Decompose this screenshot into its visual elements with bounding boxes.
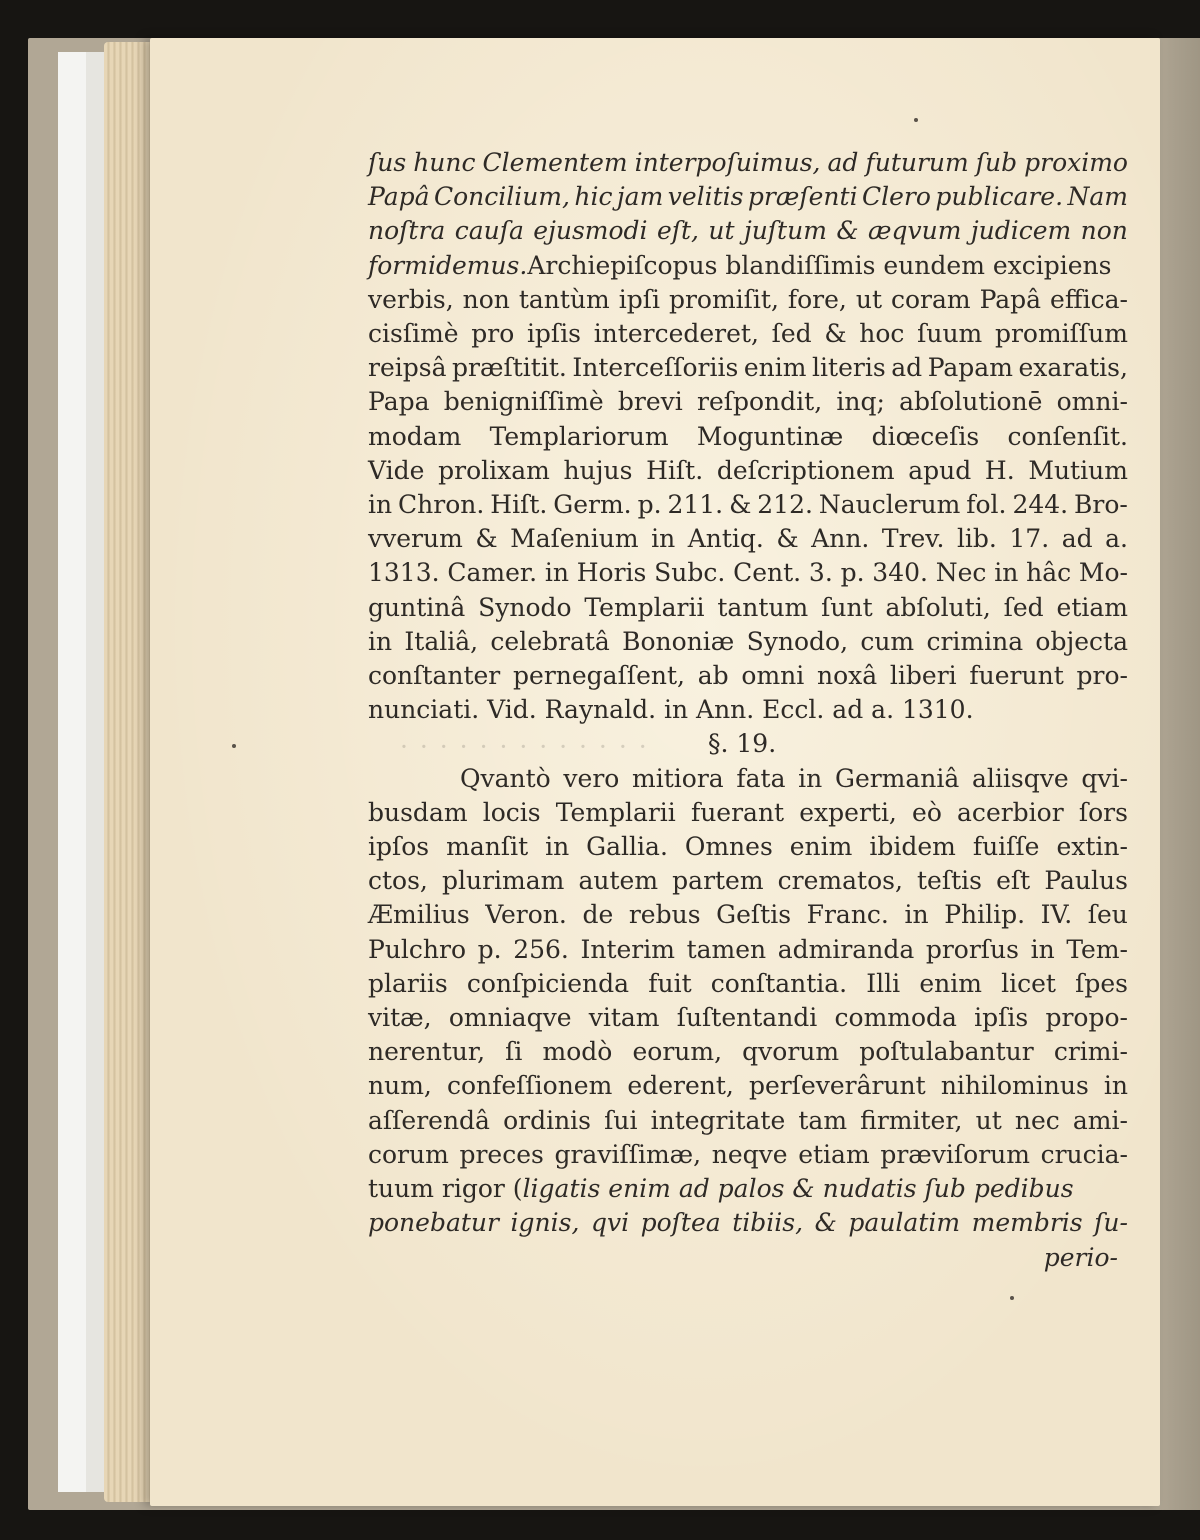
text-line (368, 933, 1128, 967)
word: noxâ (817, 661, 878, 691)
word: ibidem (869, 832, 956, 862)
word: ctos, (368, 866, 428, 896)
text-line (368, 180, 1128, 214)
word: ejusmodi (533, 216, 648, 246)
word: aſſerendâ (368, 1105, 490, 1135)
text-line (368, 420, 1128, 454)
word: ab (697, 661, 729, 691)
text-line (368, 454, 1128, 488)
word: objecta (1035, 626, 1128, 656)
word: omni- (1056, 387, 1128, 417)
word: Nauclerum (818, 490, 961, 520)
word: ami- (1072, 1105, 1128, 1135)
word: modò (542, 1037, 613, 1067)
word: qvorum (742, 1037, 840, 1067)
text-line (368, 1035, 1128, 1069)
ink-speck (232, 744, 236, 748)
word: Templarii (555, 797, 676, 827)
text-line (368, 1138, 1128, 1172)
word: ut (975, 1105, 1002, 1135)
word: vverum (368, 524, 463, 554)
word: Æmilius (368, 900, 470, 930)
word: autem (578, 866, 659, 896)
page-text (368, 146, 1128, 1275)
word: num, (368, 1071, 432, 1101)
word: poſtulabantur (859, 1037, 1034, 1067)
word: Qvantò (460, 763, 551, 793)
word: Antiq. (687, 524, 764, 554)
text-line (368, 249, 1128, 283)
word: omni (741, 661, 805, 691)
word: præſenti (747, 182, 858, 212)
word: nerentur, (368, 1037, 486, 1067)
word: locis (482, 797, 541, 827)
paper-strip-shadow (86, 52, 104, 1492)
word: Mo- (1078, 558, 1128, 588)
word: Hiſt. (646, 455, 704, 485)
text-line (368, 385, 1128, 419)
word: Pulchro (368, 934, 467, 964)
word: aliisqve (972, 763, 1069, 793)
word: crematos, (777, 866, 903, 896)
word: prolixam (438, 455, 550, 485)
word: fore, (787, 284, 847, 314)
word: guntinâ (368, 592, 466, 622)
word: mitiora (632, 763, 724, 793)
word: paulatim (848, 1208, 961, 1238)
word: eſt (996, 866, 1031, 896)
word: rebus (628, 900, 701, 930)
word: conſenſit. (1007, 421, 1128, 451)
word: & (776, 524, 799, 554)
word: plariis (368, 968, 448, 998)
word: eorum, (632, 1037, 723, 1067)
word: lib. (956, 524, 997, 554)
word: ſors (1078, 797, 1128, 827)
word: & (475, 524, 498, 554)
word: tantum (717, 592, 809, 622)
word: pernegaſſent, (513, 661, 685, 691)
word: neqve (711, 1139, 788, 1169)
word: confeſſionem (446, 1071, 613, 1101)
word: velitis (667, 182, 744, 212)
word: Interceſſoriis (572, 353, 739, 383)
word: benigniſſimè (443, 387, 604, 417)
word: Papam (927, 353, 1013, 383)
word: in (1030, 934, 1055, 964)
word: etiam (798, 1139, 870, 1169)
word: partem (672, 866, 764, 896)
word: ignis, (510, 1208, 580, 1238)
word: jam (616, 182, 664, 212)
word: verbis, (368, 284, 454, 314)
word: modam (368, 421, 462, 451)
word: 340. (872, 558, 928, 588)
word: teſtis (917, 866, 982, 896)
word: qvi (590, 1208, 630, 1238)
word: & (824, 319, 847, 349)
word: ipſos (368, 832, 430, 862)
word: & (836, 216, 859, 246)
word: promiſſum (994, 319, 1128, 349)
word: 211. (667, 490, 724, 520)
word: graviſſimæ, (554, 1139, 702, 1169)
word: coram (890, 284, 971, 314)
word: Gallia. (586, 832, 668, 862)
word: IV. (1040, 900, 1073, 930)
word: vitam (588, 1003, 660, 1033)
word: in (544, 558, 569, 588)
word: ipſis (974, 1003, 1029, 1033)
word: in (798, 763, 823, 793)
word: ſus (368, 148, 407, 177)
word: in (1103, 1071, 1128, 1101)
word: membris (971, 1208, 1083, 1238)
word: eò (912, 797, 942, 827)
word: pro (471, 319, 515, 349)
word: omniaqve (448, 1003, 572, 1033)
word: enim (919, 968, 982, 998)
word: hic (574, 182, 613, 212)
word: crimi- (1053, 1037, 1128, 1067)
word: Camer. (447, 558, 538, 588)
text-line (368, 1172, 1128, 1206)
word: & (729, 490, 752, 520)
word: ſeu (1087, 900, 1128, 930)
line-text: nunciati. Vid. Raynald. in Ann. Eccl. ad a. 1310. (368, 695, 974, 725)
word: extin- (1056, 832, 1128, 862)
word: Franc. (806, 900, 889, 930)
word: Concilium, (433, 182, 570, 212)
word: Paulus (1044, 866, 1128, 896)
text-line (368, 522, 1128, 556)
word: hoc (859, 319, 905, 349)
word: crucia- (1040, 1139, 1128, 1169)
word: ſi (505, 1037, 523, 1067)
word: enim (789, 832, 853, 862)
word: abſolutionē (899, 387, 1043, 417)
word: Geſtis (716, 900, 792, 930)
word: cauſa (454, 216, 524, 246)
word: Moguntinæ (696, 421, 844, 451)
word: in (651, 524, 676, 554)
word: Nec (935, 558, 987, 588)
word: in (904, 900, 929, 930)
word: cisſimè (368, 319, 459, 349)
word: Subc. (654, 558, 726, 588)
word: reſpondit, (697, 387, 823, 417)
word: literis (812, 353, 886, 383)
word: p. (840, 558, 865, 588)
word: licet (1001, 968, 1056, 998)
word: tam (798, 1105, 848, 1135)
word: Nam (1067, 182, 1128, 212)
line-text-italic: formidemus. (368, 250, 528, 280)
word: crimina (926, 626, 1024, 656)
text-line (368, 762, 1128, 796)
text-line (368, 351, 1128, 385)
word: hunc (413, 148, 476, 177)
word: nihilominus (940, 1071, 1089, 1101)
word: fata (736, 763, 786, 793)
word: ut (708, 216, 735, 246)
line-text: tuum rigor ( (368, 1174, 523, 1204)
word: ut (855, 284, 882, 314)
word: hujus (563, 455, 633, 485)
word: ſunt (821, 592, 873, 622)
word: Bononiæ (622, 626, 735, 656)
word: Bro- (1074, 490, 1128, 520)
word: Mutium (1028, 455, 1128, 485)
word: prorſus (925, 934, 1019, 964)
word: preces (459, 1139, 544, 1169)
word: nec (1014, 1105, 1060, 1135)
text-line (368, 488, 1128, 522)
word: ſuum (917, 319, 983, 349)
word: Veron. (485, 900, 567, 930)
word: noſtra (368, 216, 446, 246)
word: qvi- (1081, 763, 1128, 793)
word: Hiſt. (490, 490, 548, 520)
word: proximo (1024, 148, 1128, 177)
word: æqvum (868, 216, 962, 246)
word: Clero (862, 182, 931, 212)
word: conſtanter (368, 661, 501, 691)
word: Germaniâ (834, 763, 960, 793)
word: ad (827, 148, 859, 177)
word: 256. (513, 934, 569, 964)
word: ſu- (1094, 1208, 1128, 1238)
word: in (994, 558, 1019, 588)
word: Italiâ, (404, 626, 479, 656)
word: fuiſſe (972, 832, 1040, 862)
word: præſtitit. (452, 353, 567, 383)
word: admiranda (777, 934, 915, 964)
word: acerbior (957, 797, 1064, 827)
word: ponebatur (368, 1208, 499, 1238)
word: ederent, (627, 1071, 734, 1101)
word: eſt, (656, 216, 699, 246)
word: 212. (757, 490, 813, 520)
word: ſed (1003, 592, 1044, 622)
word: effica- (1050, 284, 1128, 314)
word: Papâ (979, 284, 1042, 314)
word: firmiter, (860, 1105, 963, 1135)
word: poſtea (640, 1208, 721, 1238)
word: Horis (576, 558, 647, 588)
word: juſtum (743, 216, 827, 246)
word: Trev. (881, 524, 945, 554)
word: inq; (836, 387, 885, 417)
text-line (368, 591, 1128, 625)
word: p. (637, 490, 662, 520)
word: fuit (648, 968, 692, 998)
word: Philip. (944, 900, 1026, 930)
word: Clementem (482, 148, 628, 177)
word: vitæ, (368, 1003, 432, 1033)
word: Papâ (368, 182, 430, 212)
word: ipſis (526, 319, 582, 349)
word: deſcriptionem (716, 455, 895, 485)
word: vero (563, 763, 620, 793)
word: ſuſtentandi (676, 1003, 818, 1033)
word: ad (1061, 524, 1093, 554)
word: de (582, 900, 614, 930)
word: 1313. (368, 558, 440, 588)
word: interpoſuimus, (634, 148, 821, 177)
word: & (814, 1208, 837, 1238)
word: promiſit, (668, 284, 779, 314)
word: etiam (1056, 592, 1128, 622)
word: Illi (866, 968, 901, 998)
word: fol. (966, 490, 1007, 520)
word: ſub (975, 148, 1018, 177)
text-line (368, 146, 1128, 180)
text-line (368, 693, 1128, 727)
word: Synodo (478, 592, 572, 622)
word: enim (743, 353, 807, 383)
word: Germ. (553, 490, 632, 520)
text-line (368, 1069, 1128, 1103)
word: tibiis, (732, 1208, 804, 1238)
word: Papa (368, 387, 430, 417)
word: Cent. (733, 558, 802, 588)
line-text-italic: ligatis enim ad palos & nudatis ſub pedibus (522, 1174, 1074, 1204)
section-heading: §. 19. (708, 729, 777, 759)
word: perſeverârunt (748, 1071, 926, 1101)
word: in (545, 832, 570, 862)
text-line (368, 1001, 1128, 1035)
word: brevi (617, 387, 683, 417)
word: publicare. (935, 182, 1064, 212)
text-line (368, 898, 1128, 932)
word: cum (860, 626, 915, 656)
text-line (368, 1104, 1128, 1138)
word: fuerunt (969, 661, 1064, 691)
word: commoda (834, 1003, 957, 1033)
text-line (368, 796, 1128, 830)
text-line (368, 659, 1128, 693)
word: corum (368, 1139, 449, 1169)
word: plurimam (442, 866, 565, 896)
word: exaratis, (1018, 353, 1128, 383)
word: ad (891, 353, 923, 383)
word: propo- (1045, 1003, 1128, 1033)
text-line (368, 1206, 1128, 1240)
word: a. (1105, 524, 1128, 554)
word: Templariorum (489, 421, 669, 451)
word: fuerant (690, 797, 785, 827)
word: tantùm (518, 284, 610, 314)
text-line (368, 214, 1128, 248)
word: 3. (808, 558, 833, 588)
word: hâc (1026, 558, 1072, 588)
text-line (368, 317, 1128, 351)
word: Templarii (584, 592, 705, 622)
word: Omnes (684, 832, 773, 862)
text-line (368, 556, 1128, 590)
text-line (368, 625, 1128, 659)
word: manſit (446, 832, 529, 862)
word: Maſenium (510, 524, 639, 554)
word: tamen (686, 934, 767, 964)
word: diœceſis (871, 421, 980, 451)
word: Ann. (811, 524, 870, 554)
word: ordinis (503, 1105, 592, 1135)
word: futurum (865, 148, 969, 177)
word: non (462, 284, 510, 314)
word: non (1080, 216, 1128, 246)
word: H. (984, 455, 1015, 485)
word: ſui (604, 1105, 638, 1135)
text-line (368, 864, 1128, 898)
word: p. (477, 934, 502, 964)
word: liberi (889, 661, 957, 691)
word: præviſorum (880, 1139, 1030, 1169)
word: intercederet, (593, 319, 759, 349)
catchword: perio- (1043, 1242, 1118, 1272)
word: conſpicienda (466, 968, 630, 998)
word: pro- (1076, 661, 1128, 691)
word: busdam (368, 797, 468, 827)
word: ſed (771, 319, 812, 349)
word: judicem (970, 216, 1072, 246)
line-text: Archiepiſcopus blandiſſimis eundem excipiens (527, 250, 1112, 280)
word: reipsâ (368, 353, 447, 383)
text-line (368, 967, 1128, 1001)
word: Synodo, (746, 626, 849, 656)
word: 17. (1009, 524, 1050, 554)
word: experti, (799, 797, 897, 827)
word: conſtantia. (710, 968, 848, 998)
text-line (368, 283, 1128, 317)
word: in (368, 490, 393, 520)
word: 244. (1012, 490, 1069, 520)
word: celebratâ (490, 626, 610, 656)
word: in (368, 626, 393, 656)
word: Tem- (1066, 934, 1128, 964)
ink-speck (914, 118, 918, 122)
word: Chron. (398, 490, 485, 520)
word: abſoluti, (885, 592, 991, 622)
ink-speck (1010, 1296, 1014, 1300)
word: Vide (368, 455, 425, 485)
word: ſpes (1075, 968, 1128, 998)
text-line (368, 830, 1128, 864)
word: Interim (580, 934, 675, 964)
word: integritate (650, 1105, 786, 1135)
word: ipſi (618, 284, 660, 314)
word: apud (908, 455, 972, 485)
